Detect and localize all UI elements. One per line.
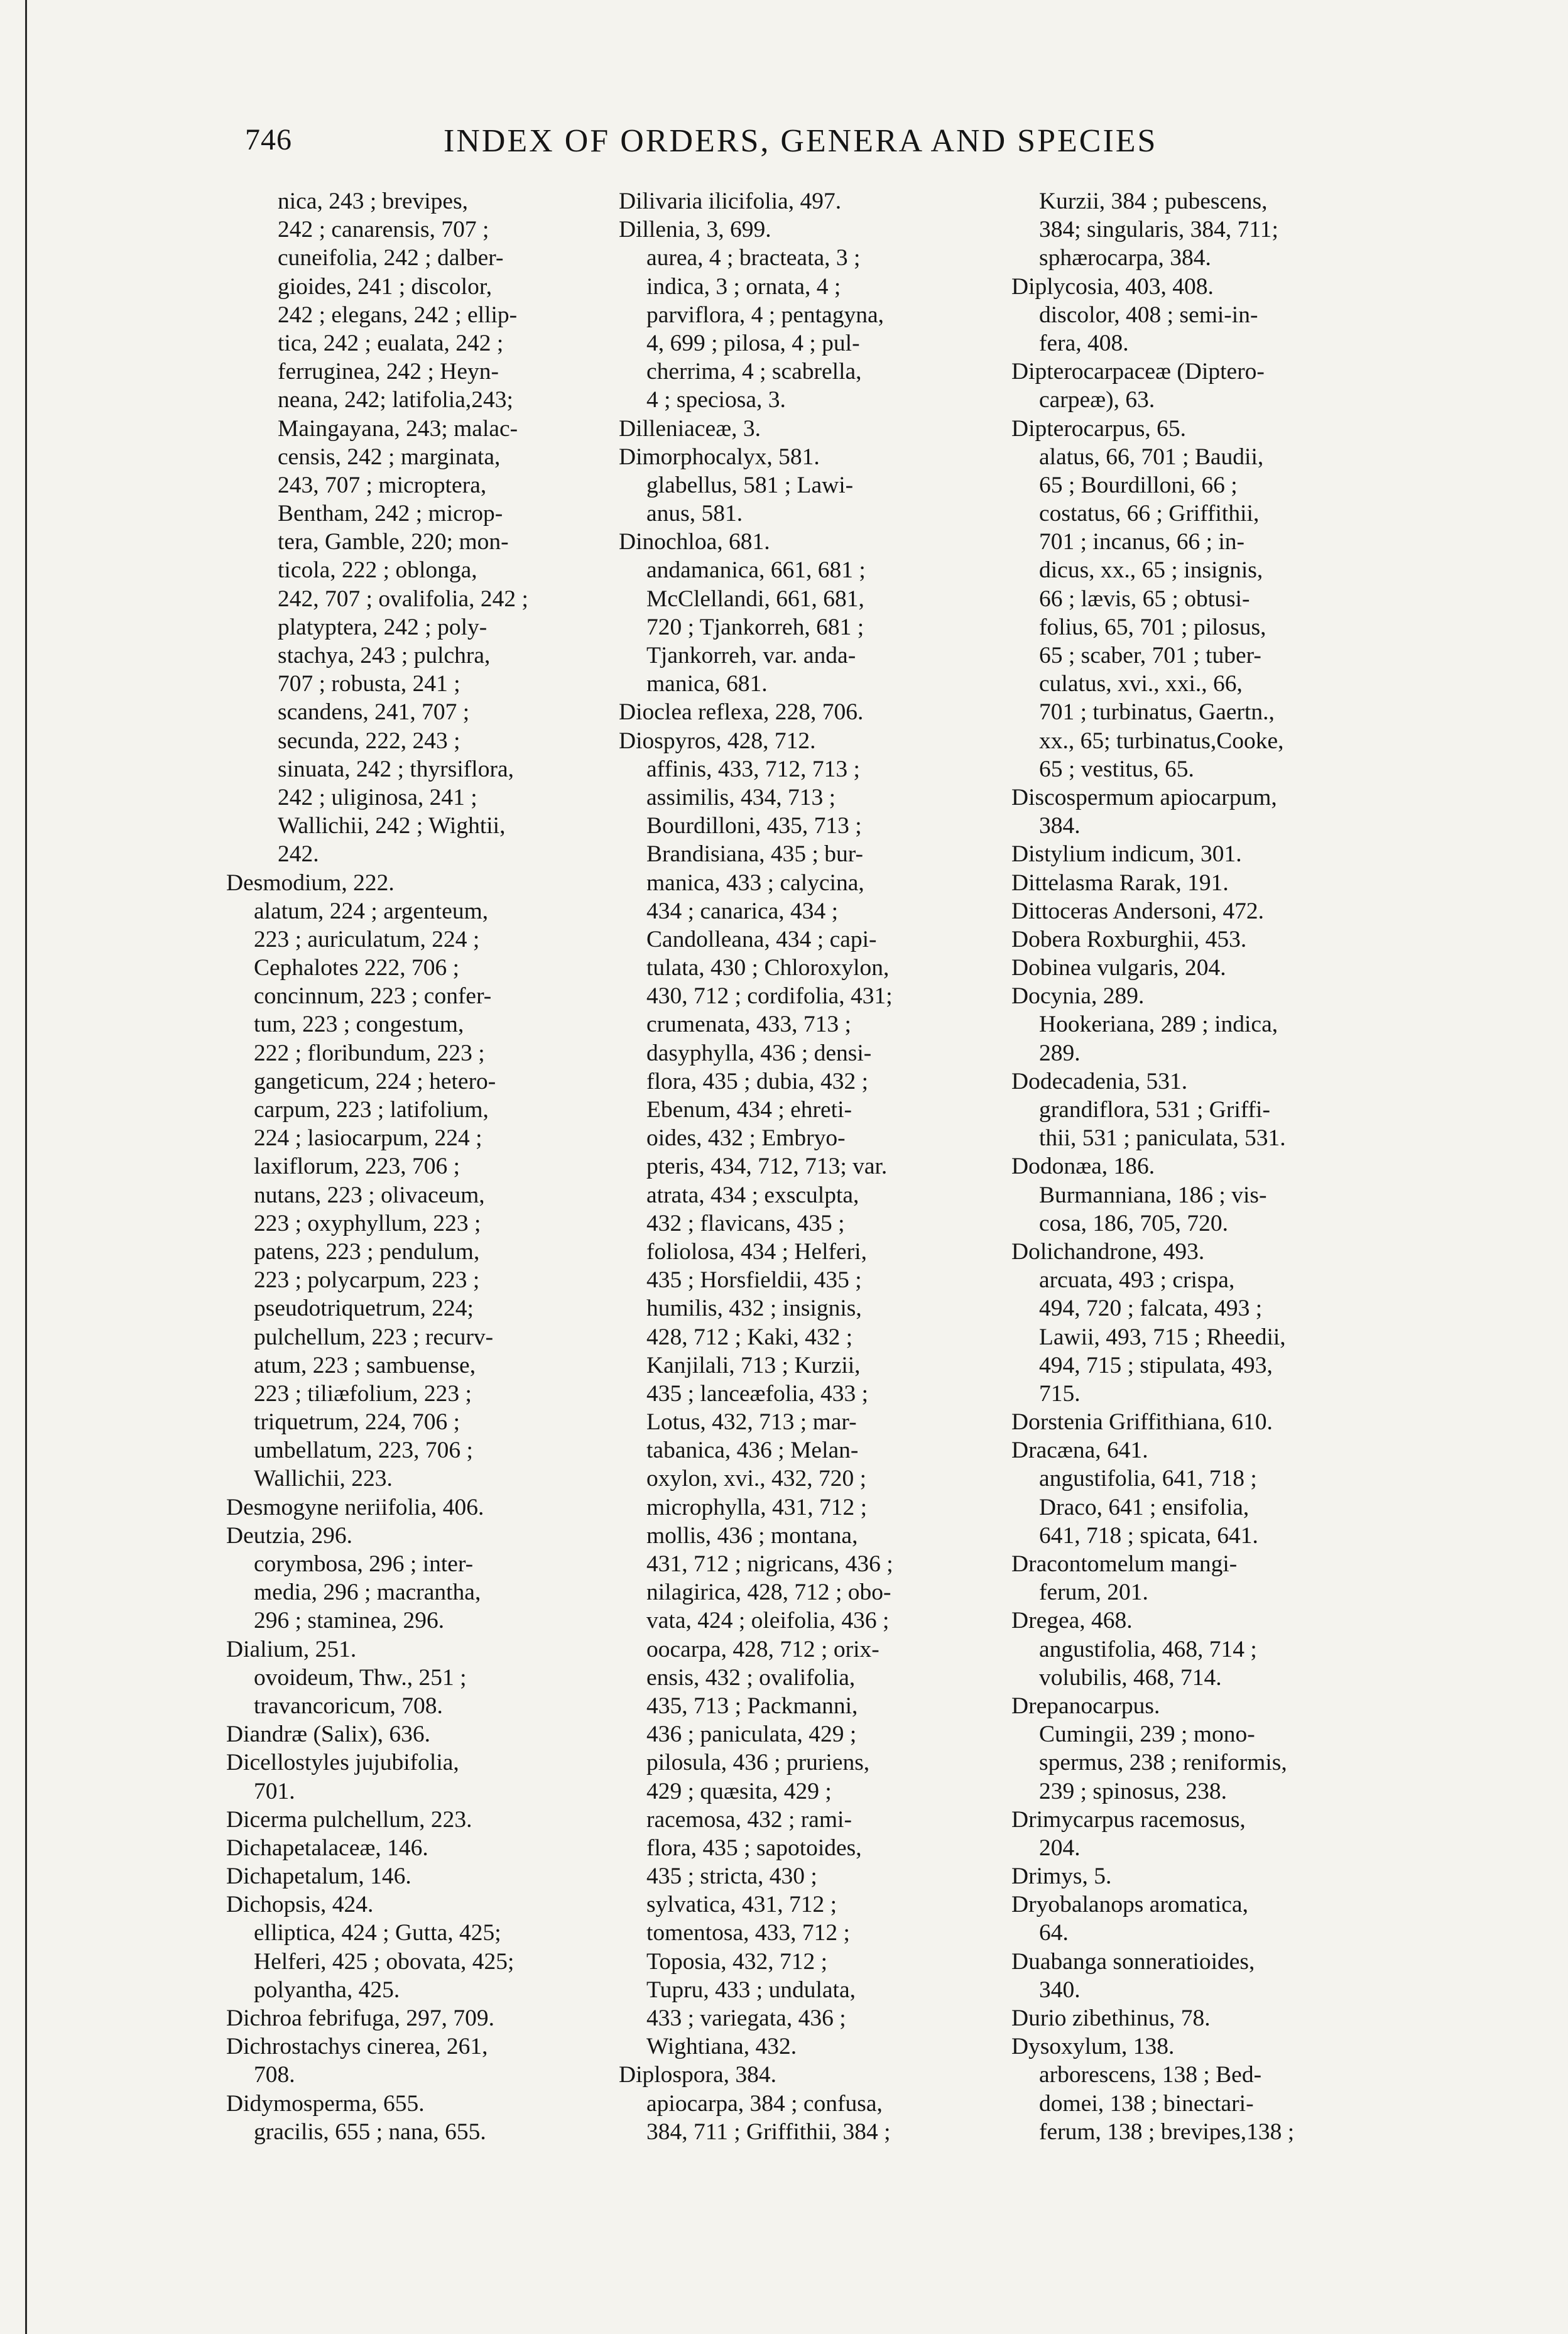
index-entry-line: 432 ; flavicans, 435 ; — [646, 1210, 845, 1236]
index-entry-line: Burmanniana, 186 ; vis- — [1039, 1182, 1267, 1208]
index-entry-line: Wallichii, 223. — [254, 1466, 393, 1492]
index-entry-line: 242 ; uliginosa, 241 ; — [278, 784, 477, 810]
index-entry-line: thii, 531 ; paniculata, 531. — [1039, 1125, 1286, 1152]
index-entry-line: concinnum, 223 ; confer- — [254, 983, 492, 1010]
index-entry-line: 436 ; paniculata, 429 ; — [646, 1721, 857, 1748]
index-entry-line: 430, 712 ; cordifolia, 431; — [646, 983, 893, 1010]
index-entry-heading: Docynia, 289. — [1011, 983, 1145, 1010]
index-entry-line: cuneifolia, 242 ; dalber- — [278, 245, 504, 271]
index-entry-line: 242 ; elegans, 242 ; ellip- — [278, 302, 518, 328]
index-entry-line: travancoricum, 708. — [254, 1693, 443, 1719]
index-entry-line: 66 ; lævis, 65 ; obtusi- — [1039, 586, 1250, 612]
index-entry-line: manica, 681. — [646, 671, 768, 697]
index-entry-line: elliptica, 424 ; Gutta, 425; — [254, 1920, 501, 1946]
index-entry-line: 701 ; incanus, 66 ; in- — [1039, 529, 1245, 555]
index-entry-heading: Dialium, 251. — [226, 1636, 357, 1662]
index-entry-heading: Desmogyne neriifolia, 406. — [226, 1494, 484, 1520]
index-entry-line: discolor, 408 ; semi-in- — [1039, 302, 1258, 328]
index-entry-line: xx., 65; turbinatus,Cooke, — [1039, 728, 1284, 754]
index-entry-line: pteris, 434, 712, 713; var. — [646, 1153, 888, 1180]
index-entry-line: arcuata, 493 ; crispa, — [1039, 1267, 1235, 1294]
index-entry-line: neana, 242; latifolia,243; — [278, 387, 513, 413]
index-entry-heading: Dobinea vulgaris, 204. — [1011, 955, 1226, 981]
index-entry-line: umbellatum, 223, 706 ; — [254, 1437, 473, 1464]
index-entry-line: tum, 223 ; congestum, — [254, 1012, 464, 1038]
index-entry-line: arborescens, 138 ; Bed- — [1039, 2062, 1262, 2088]
index-entry-line: 435 ; stricta, 430 ; — [646, 1863, 817, 1890]
index-entry-heading: Dichopsis, 424. — [226, 1892, 374, 1918]
index-entry-line: laxiflorum, 223, 706 ; — [254, 1153, 460, 1180]
index-entry-heading: Dichroa febrifuga, 297, 709. — [226, 2005, 494, 2031]
index-entry-line: platyptera, 242 ; poly- — [278, 614, 487, 640]
index-entry-line: 223 ; tiliæfolium, 223 ; — [254, 1380, 472, 1407]
index-column-2 — [619, 187, 1008, 2146]
index-entry-line: 701 ; turbinatus, Gaertn., — [1039, 699, 1275, 726]
index-entry-line: 435 ; lanceæfolia, 433 ; — [646, 1380, 869, 1407]
index-entry-line: pilosula, 436 ; pruriens, — [646, 1750, 870, 1776]
index-entry-heading: Dryobalanops aromatica, — [1011, 1892, 1248, 1918]
index-entry-line: 222 ; floribundum, 223 ; — [254, 1040, 485, 1066]
index-entry-line: manica, 433 ; calycina, — [646, 870, 864, 896]
index-entry-line: oides, 432 ; Embryo- — [646, 1125, 846, 1152]
index-entry-line: 707 ; robusta, 241 ; — [278, 671, 460, 697]
index-entry-line: nica, 243 ; brevipes, — [278, 188, 469, 214]
index-entry-line: Tjankorreh, var. anda- — [646, 643, 856, 668]
index-entry-line: Candolleana, 434 ; capi- — [646, 926, 877, 952]
index-entry-line: mollis, 436 ; montana, — [646, 1522, 858, 1549]
index-entry-line: patens, 223 ; pendulum, — [254, 1238, 480, 1265]
index-entry-line: 340. — [1039, 1977, 1081, 2003]
index-entry-line: racemosa, 432 ; rami- — [646, 1806, 852, 1833]
index-entry-heading: Dodonæa, 186. — [1011, 1153, 1155, 1180]
index-entry-line: Kanjilali, 713 ; Kurzii, — [646, 1352, 861, 1378]
index-entry-line: 296 ; staminea, 296. — [254, 1608, 445, 1634]
index-entry-heading: Dillenia, 3, 699. — [619, 217, 771, 243]
index-entry-line: cosa, 186, 705, 720. — [1039, 1210, 1229, 1236]
index-entry-line: 223 ; auriculatum, 224 ; — [254, 926, 480, 952]
index-entry-heading: Didymosperma, 655. — [226, 2090, 425, 2117]
index-entry-line: atum, 223 ; sambuense, — [254, 1352, 476, 1378]
index-column-1 — [226, 187, 603, 2146]
index-entry-line: Maingayana, 243; malac- — [278, 415, 518, 442]
index-entry-line: 384. — [1039, 813, 1081, 839]
index-entry-heading: Dracontomelum mangi- — [1011, 1551, 1238, 1577]
index-entry-line: 65 ; scaber, 701 ; tuber- — [1039, 643, 1261, 668]
index-entry-heading: Dipterocarpaceæ (Diptero- — [1011, 359, 1265, 385]
index-entry-line: sinuata, 242 ; thyrsiflora, — [278, 756, 514, 782]
index-entry-line: humilis, 432 ; insignis, — [646, 1295, 862, 1322]
index-entry-heading: Dittoceras Andersoni, 472. — [1011, 898, 1265, 924]
index-entry-line: 435 ; Horsfieldii, 435 ; — [646, 1267, 862, 1294]
page-title: INDEX OF ORDERS, GENERA AND SPECIES — [444, 123, 1158, 159]
index-entry-heading: Dichrostachys cinerea, 261, — [226, 2034, 488, 2060]
index-entry-line: 289. — [1039, 1040, 1081, 1066]
index-entry-line: apiocarpa, 384 ; confusa, — [646, 2090, 883, 2117]
index-entry-line: gioides, 241 ; discolor, — [278, 273, 493, 300]
index-entry-line: angustifolia, 641, 718 ; — [1039, 1466, 1257, 1492]
index-entry-line: glabellus, 581 ; Lawi- — [646, 472, 854, 498]
index-entry-line: flora, 435 ; sapotoides, — [646, 1835, 862, 1861]
index-entry-line: nilagirica, 428, 712 ; obo- — [646, 1579, 891, 1606]
index-entry-line: 433 ; variegata, 436 ; — [646, 2005, 846, 2031]
index-entry-heading: Drepanocarpus. — [1011, 1693, 1160, 1719]
index-entry-line: ferruginea, 242 ; Heyn- — [278, 359, 499, 385]
running-header — [245, 123, 1282, 173]
index-entry-line: Helferi, 425 ; obovata, 425; — [254, 1948, 514, 1975]
index-entry-line: tabanica, 436 ; Melan- — [646, 1437, 859, 1464]
index-entry-line: Bourdilloni, 435, 713 ; — [646, 813, 862, 839]
index-entry-line: carpeæ), 63. — [1039, 387, 1155, 413]
index-entry-heading: Dittelasma Rarak, 191. — [1011, 870, 1229, 896]
index-entry-line: domei, 138 ; binectari- — [1039, 2090, 1254, 2117]
index-entry-line: andamanica, 661, 681 ; — [646, 557, 866, 584]
index-entry-heading: Dysoxylum, 138. — [1011, 2034, 1175, 2060]
index-entry-line: atrata, 434 ; exsculpta, — [646, 1182, 859, 1208]
index-entry-heading: Duabanga sonneratioides, — [1011, 1948, 1255, 1975]
index-entry-line: 715. — [1039, 1380, 1081, 1407]
index-entry-line: 429 ; quæsita, 429 ; — [646, 1778, 832, 1804]
index-entry-line: gracilis, 655 ; nana, 655. — [254, 2119, 486, 2145]
index-entry-heading: Diplycosia, 403, 408. — [1011, 273, 1214, 300]
index-entry-line: Lawii, 493, 715 ; Rheedii, — [1039, 1324, 1286, 1350]
index-entry-heading: Durio zibethinus, 78. — [1011, 2005, 1211, 2031]
index-entry-line: 435, 713 ; Packmanni, — [646, 1693, 858, 1719]
index-entry-line: tulata, 430 ; Chloroxylon, — [646, 955, 890, 981]
index-entry-heading: Dodecadenia, 531. — [1011, 1068, 1188, 1094]
index-entry-heading: Dregea, 468. — [1011, 1608, 1133, 1634]
index-entry-line: 4 ; speciosa, 3. — [646, 387, 786, 413]
index-entry-line: volubilis, 468, 714. — [1039, 1664, 1222, 1691]
index-entry-line: 494, 715 ; stipulata, 493, — [1039, 1352, 1273, 1378]
index-entry-heading: Dioclea reflexa, 228, 706. — [619, 699, 864, 726]
index-entry-line: secunda, 222, 243 ; — [278, 728, 460, 754]
index-entry-line: Draco, 641 ; ensifolia, — [1039, 1494, 1250, 1520]
index-entry-heading: Drimycarpus racemosus, — [1011, 1806, 1246, 1833]
index-entry-line: 431, 712 ; nigricans, 436 ; — [646, 1551, 893, 1577]
index-entry-line: ensis, 432 ; ovalifolia, — [646, 1664, 856, 1691]
index-entry-line: Bentham, 242 ; microp- — [278, 501, 503, 527]
index-entry-line: censis, 242 ; marginata, — [278, 444, 501, 470]
index-entry-line: tica, 242 ; eualata, 242 ; — [278, 330, 504, 356]
index-entry-line: crumenata, 433, 713 ; — [646, 1012, 851, 1038]
index-entry-line: culatus, xvi., xxi., 66, — [1039, 671, 1243, 697]
index-entry-line: 224 ; lasiocarpum, 224 ; — [254, 1125, 482, 1152]
index-entry-line: aurea, 4 ; bracteata, 3 ; — [646, 245, 861, 271]
page-number: 746 — [245, 123, 292, 156]
index-entry-line: foliolosa, 434 ; Helferi, — [646, 1238, 867, 1265]
index-entry-heading: Dichapetalaceæ, 146. — [226, 1835, 428, 1861]
index-entry-heading: Dimorphocalyx, 581. — [619, 444, 820, 470]
index-entry-line: 204. — [1039, 1835, 1081, 1861]
index-entry-line: Tupru, 433 ; undulata, — [646, 1977, 856, 2003]
index-entry-line: 64. — [1039, 1920, 1069, 1946]
index-column-3 — [1011, 187, 1420, 2146]
index-entry-line: oocarpa, 428, 712 ; orix- — [646, 1636, 879, 1662]
index-entry-line: Kurzii, 384 ; pubescens, — [1039, 188, 1268, 214]
index-entry-line: Wallichii, 242 ; Wightii, — [278, 813, 506, 839]
index-entry-line: 242 ; canarensis, 707 ; — [278, 217, 489, 243]
index-entry-line: 242. — [278, 841, 319, 868]
index-entry-line: 223 ; oxyphyllum, 223 ; — [254, 1210, 481, 1236]
index-entry-line: polyantha, 425. — [254, 1977, 400, 2003]
index-entry-line: grandiflora, 531 ; Griffi- — [1039, 1097, 1270, 1123]
index-entry-line: folius, 65, 701 ; pilosus, — [1039, 614, 1266, 640]
index-entry-line: tomentosa, 433, 712 ; — [646, 1920, 850, 1946]
index-entry-heading: Diplospora, 384. — [619, 2062, 777, 2088]
binding-edge-line — [25, 0, 27, 2334]
index-entry-line: corymbosa, 296 ; inter- — [254, 1551, 474, 1577]
index-entry-line: 434 ; canarica, 434 ; — [646, 898, 839, 924]
index-entry-line: 239 ; spinosus, 238. — [1039, 1778, 1227, 1804]
index-entry-line: Lotus, 432, 713 ; mar- — [646, 1409, 857, 1436]
index-entry-line: microphylla, 431, 712 ; — [646, 1494, 867, 1520]
index-entry-heading: Desmodium, 222. — [226, 870, 395, 896]
index-entry-heading: Dobera Roxburghii, 453. — [1011, 926, 1247, 952]
index-entry-line: McClellandi, 661, 681, — [646, 586, 864, 612]
index-entry-line: 384; singularis, 384, 711; — [1039, 217, 1278, 243]
index-entry-line: media, 296 ; macrantha, — [254, 1579, 481, 1606]
index-entry-heading: Dolichandrone, 493. — [1011, 1238, 1205, 1265]
index-entry-heading: Discospermum apiocarpum, — [1011, 784, 1277, 810]
index-entry-line: anus, 581. — [646, 501, 743, 527]
index-entry-line: dicus, xx., 65 ; insignis, — [1039, 557, 1263, 584]
index-entry-heading: Dicerma pulchellum, 223. — [226, 1806, 472, 1833]
index-entry-line: 223 ; polycarpum, 223 ; — [254, 1267, 480, 1294]
index-entry-line: indica, 3 ; ornata, 4 ; — [646, 273, 841, 300]
index-entry-line: tera, Gamble, 220; mon- — [278, 529, 509, 555]
index-entry-line: oxylon, xvi., 432, 720 ; — [646, 1466, 867, 1492]
index-entry-line: costatus, 66 ; Griffithii, — [1039, 501, 1260, 527]
index-entry-line: sphærocarpa, 384. — [1039, 245, 1211, 271]
index-entry-line: scandens, 241, 707 ; — [278, 699, 470, 726]
index-entry-line: 65 ; vestitus, 65. — [1039, 756, 1194, 782]
index-entry-heading: Deutzia, 296. — [226, 1522, 352, 1549]
index-entry-heading: Distylium indicum, 301. — [1011, 841, 1242, 868]
index-entry-line: 494, 720 ; falcata, 493 ; — [1039, 1295, 1263, 1322]
index-entry-heading: Diandræ (Salix), 636. — [226, 1721, 430, 1748]
index-entry-heading: Dilleniaceæ, 3. — [619, 415, 761, 442]
index-entry-line: triquetrum, 224, 706 ; — [254, 1409, 460, 1436]
index-entry-heading: Dracæna, 641. — [1011, 1437, 1148, 1464]
index-entry-line: alatum, 224 ; argenteum, — [254, 898, 489, 924]
index-entry-line: parviflora, 4 ; pentagyna, — [646, 302, 884, 328]
index-entry-line: assimilis, 434, 713 ; — [646, 784, 836, 810]
index-entry-line: 708. — [254, 2062, 295, 2088]
index-entry-line: pulchellum, 223 ; recurv- — [254, 1324, 494, 1350]
index-entry-line: flora, 435 ; dubia, 432 ; — [646, 1068, 869, 1094]
index-entry-line: dasyphylla, 436 ; densi- — [646, 1040, 872, 1066]
index-entry-heading: Dicellostyles jujubifolia, — [226, 1750, 459, 1776]
index-entry-line: Ebenum, 434 ; ehreti- — [646, 1097, 852, 1123]
index-entry-line: ferum, 138 ; brevipes,138 ; — [1039, 2119, 1295, 2145]
index-entry-line: 701. — [254, 1778, 295, 1804]
index-entry-line: 720 ; Tjankorreh, 681 ; — [646, 614, 864, 640]
index-entry-line: spermus, 238 ; reniformis, — [1039, 1750, 1287, 1776]
index-entry-line: gangeticum, 224 ; hetero- — [254, 1068, 496, 1094]
index-entry-line: alatus, 66, 701 ; Baudii, — [1039, 444, 1264, 470]
index-entry-line: cherrima, 4 ; scabrella, — [646, 359, 862, 385]
index-entry-line: pseudotriquetrum, 224; — [254, 1295, 474, 1322]
index-entry-line: ticola, 222 ; oblonga, — [278, 557, 477, 584]
index-entry-line: Cumingii, 239 ; mono- — [1039, 1721, 1255, 1748]
index-entry-line: 243, 707 ; microptera, — [278, 472, 487, 498]
index-entry-line: 4, 699 ; pilosa, 4 ; pul- — [646, 330, 860, 356]
index-entry-line: 641, 718 ; spicata, 641. — [1039, 1522, 1258, 1549]
index-entry-line: stachya, 243 ; pulchra, — [278, 643, 491, 668]
index-entry-line: Hookeriana, 289 ; indica, — [1039, 1012, 1278, 1038]
index-entry-line: Wightiana, 432. — [646, 2034, 797, 2060]
index-entry-line: fera, 408. — [1039, 330, 1129, 356]
index-entry-line: 384, 711 ; Griffithii, 384 ; — [646, 2119, 891, 2145]
index-entry-line: ferum, 201. — [1039, 1579, 1148, 1606]
index-entry-heading: Dichapetalum, 146. — [226, 1863, 411, 1890]
index-entry-line: nutans, 223 ; olivaceum, — [254, 1182, 485, 1208]
index-entry-heading: Diospyros, 428, 712. — [619, 728, 816, 754]
index-entry-heading: Drimys, 5. — [1011, 1863, 1112, 1890]
index-entry-line: 65 ; Bourdilloni, 66 ; — [1039, 472, 1238, 498]
index-entry-heading: Dipterocarpus, 65. — [1011, 415, 1187, 442]
index-entry-line: Toposia, 432, 712 ; — [646, 1948, 827, 1975]
index-entry-line: 428, 712 ; Kaki, 432 ; — [646, 1324, 853, 1350]
index-entry-heading: Dilivaria ilicifolia, 497. — [619, 188, 842, 214]
index-entry-line: sylvatica, 431, 712 ; — [646, 1892, 837, 1918]
index-entry-line: ovoideum, Thw., 251 ; — [254, 1664, 467, 1691]
index-entry-heading: Dorstenia Griffithiana, 610. — [1011, 1409, 1273, 1436]
index-entry-line: affinis, 433, 712, 713 ; — [646, 756, 860, 782]
index-entry-line: angustifolia, 468, 714 ; — [1039, 1636, 1257, 1662]
index-entry-line: Brandisiana, 435 ; bur- — [646, 841, 864, 868]
index-entry-line: Cephalotes 222, 706 ; — [254, 955, 460, 981]
index-entry-line: 242, 707 ; ovalifolia, 242 ; — [278, 586, 528, 612]
index-entry-heading: Dinochloa, 681. — [619, 529, 770, 555]
index-entry-line: carpum, 223 ; latifolium, — [254, 1097, 489, 1123]
index-entry-line: vata, 424 ; oleifolia, 436 ; — [646, 1608, 890, 1634]
